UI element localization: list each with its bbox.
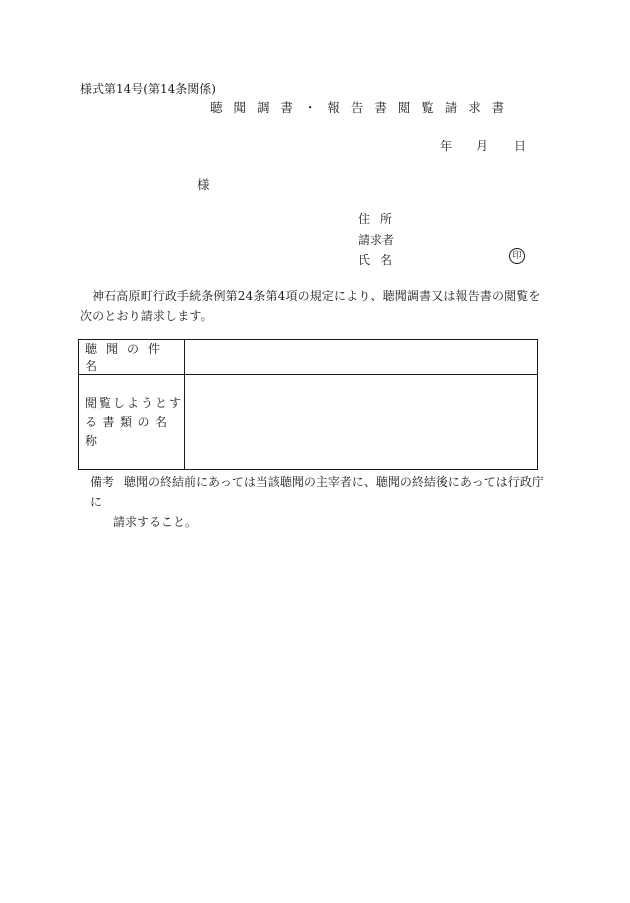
address-label: 住所 bbox=[358, 212, 403, 226]
table-row bbox=[79, 340, 538, 375]
seal-mark: 印 bbox=[509, 248, 525, 264]
document-title: 聴 聞 調 書 ・ 報 告 書 閲 覧 請 求 書 bbox=[210, 100, 508, 115]
remarks-tag: 備考 bbox=[90, 475, 115, 489]
remarks-line2: 請求すること。 bbox=[113, 515, 198, 529]
document-name-label: 閲覧しようとす る書類の名称 bbox=[79, 375, 185, 470]
remarks-line1: 聴聞の終結前にあっては当該聴聞の主宰者に、聴聞の終結後にあっては行政庁に bbox=[90, 475, 544, 509]
date-year-label: 年 bbox=[440, 139, 453, 153]
date-line bbox=[440, 137, 526, 154]
form-number: 様式第14号(第14条関係) bbox=[80, 82, 216, 96]
remarks bbox=[90, 472, 550, 532]
date-day-label: 日 bbox=[514, 139, 527, 153]
hearing-subject-label: 聴聞の件名 bbox=[79, 340, 185, 375]
request-table bbox=[78, 339, 538, 470]
request-statement: 神石高原町行政手続条例第24条第4項の規定により、聴聞調書又は報告書の閲覧を次のとおり請求します。 bbox=[80, 289, 541, 323]
date-month-label: 月 bbox=[476, 139, 489, 153]
table-row bbox=[79, 375, 538, 470]
hearing-subject-field[interactable] bbox=[185, 340, 538, 375]
requester-label: 請求者 bbox=[358, 233, 395, 247]
name-label: 氏名 bbox=[358, 253, 403, 267]
document-name-field[interactable] bbox=[185, 375, 538, 470]
addressee-honorific: 様 bbox=[197, 177, 210, 192]
